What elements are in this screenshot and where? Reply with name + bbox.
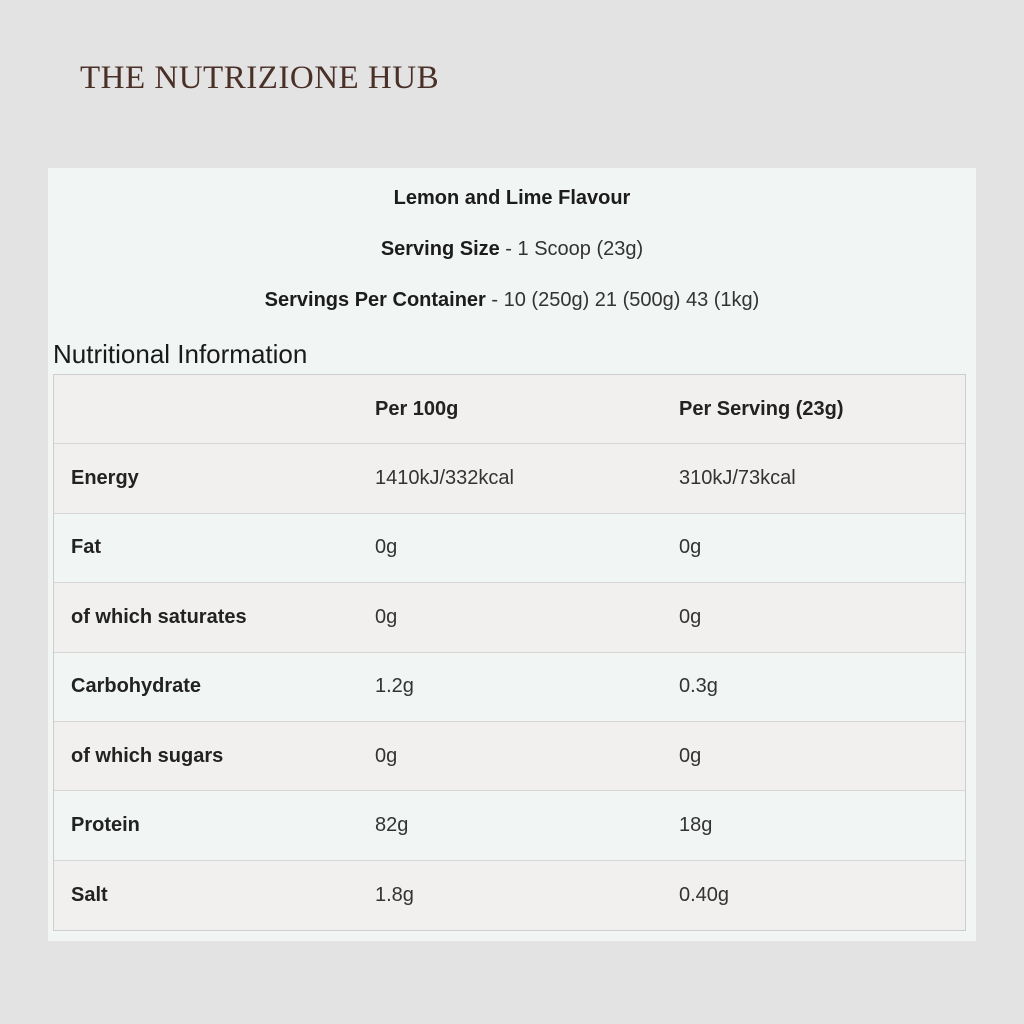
flavour-label: Lemon and Lime Flavour	[393, 187, 631, 209]
table-row	[54, 583, 965, 652]
row-label: Protein	[71, 814, 140, 837]
row-label: Carbohydrate	[71, 675, 202, 698]
row-value-per-serving: 0g	[679, 744, 702, 767]
row-value-per-serving: 0.40g	[679, 883, 730, 906]
servings-per-container-label: Servings Per Container	[264, 289, 486, 311]
row-label: of which saturates	[71, 605, 247, 628]
row-label: Salt	[71, 883, 108, 906]
serving-size-label: Serving Size	[380, 238, 500, 260]
row-value-per-100g: 1.2g	[375, 675, 414, 698]
servings-per-container-value: - 10 (250g) 21 (500g) 43 (1kg)	[485, 289, 760, 311]
header-cell-per-100g: Per 100g	[375, 397, 459, 420]
row-value-per-100g: 1410kJ/332kcal	[375, 467, 514, 490]
row-value-per-serving: 0g	[679, 605, 702, 628]
flavour-line	[48, 187, 976, 210]
row-label: Energy	[71, 467, 139, 490]
table-row	[54, 444, 965, 513]
table-row	[54, 861, 965, 930]
row-value-per-100g: 1.8g	[375, 883, 414, 906]
row-value-per-serving: 310kJ/73kcal	[679, 467, 796, 490]
serving-size-line	[48, 238, 976, 261]
servings-per-container-line	[48, 289, 976, 312]
row-value-per-serving: 0g	[679, 536, 702, 559]
row-value-per-serving: 0.3g	[679, 675, 718, 698]
table-row	[54, 514, 965, 583]
row-value-per-serving: 18g	[679, 814, 713, 837]
table-header-row	[54, 375, 965, 444]
row-value-per-100g: 82g	[375, 814, 409, 837]
table-row	[54, 722, 965, 791]
header-cell-per-serving: Per Serving (23g)	[679, 397, 844, 420]
serving-size-value: - 1 Scoop (23g)	[499, 238, 644, 260]
nutrition-table	[53, 374, 966, 931]
row-label: Fat	[71, 536, 101, 559]
nutrition-panel	[48, 168, 976, 941]
row-value-per-100g: 0g	[375, 744, 398, 767]
section-title: Nutritional Information	[53, 339, 308, 369]
row-value-per-100g: 0g	[375, 536, 398, 559]
row-value-per-100g: 0g	[375, 605, 398, 628]
table-row	[54, 791, 965, 860]
table-row	[54, 653, 965, 722]
row-label: of which sugars	[71, 744, 224, 767]
brand-logo-text: THE NUTRIZIONE HUB	[80, 60, 440, 96]
